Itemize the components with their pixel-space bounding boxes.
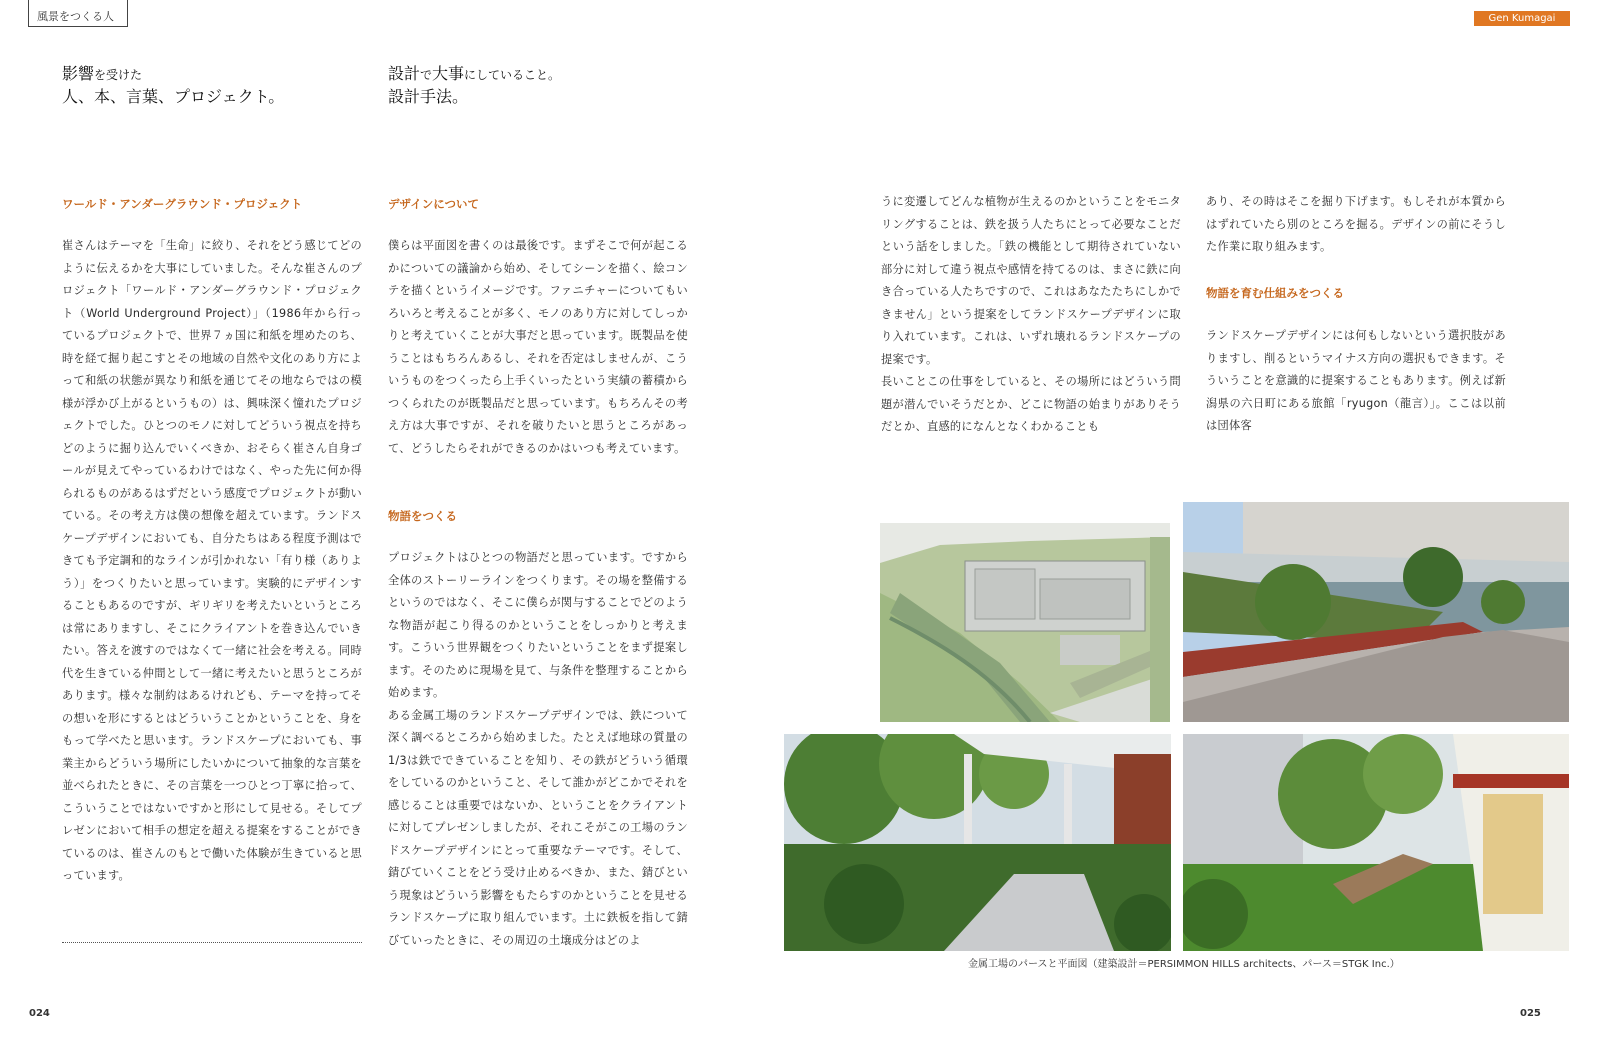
- section1-paragraph: 崔さんはテーマを「生命」に絞り、それをどう感じてどのように伝えるかを大事にしていました。そんな崔さんのプロジェクト「ワールド・アンダーグラウンド・プロジェクト（World Underground Project）」（1986年から行っているプロジェクトで、世界７ヵ国に和紙を埋めたのち、時を経て掘り起こすとその地域の自然や文化のあり方によって和紙の状態が異なり和紙を通じてその地ならではの模様が浮かび上がるというもの）は、興味深く憧れたプロジェクトでした。ひとつのモノに対してどういう視点を持ちどのように掘り込んでいくべきか、おそらく崔さん自身ゴールが見えてやっているわけではなく、やった先に何か得られるものがあるはずだという感度でプロジェクトが動いている。その考え方は僕の想像を超えています。ランドスケープデザインにおいても、自分たちはある程度予測はできても予定調和的なラインが引かれない「有り様（ありよう）」をつくりたいと思っています。実験的にデザインすることもあるのですが、ギリギリを考えたいというところは常にありますし、そこにクライアントを巻き込んでいきたい。答えを渡すのではなくて一緒に社会を考える。同時代を生きている仲間として一緒に考えたいと思うところがあります。様々な制約はあるけれども、テーマを持ってその想いを形にするとはどういうことかということを、身をもって学べたと思います。ランドスケープにおいても、事業主からどういう場所にしたいかについて抽象的な言葉を並べられたときに、その言葉を一つひとつ丁寧に拾って、こういうことではないですかと形にして見せる。そしてプレゼンにおいて相手の想定を超える提案をすることができているのは、崔さんのもとで働いた体験が生きていると思っています。: [62, 239, 362, 882]
- left-heading-l1b: を受けた: [94, 68, 143, 82]
- section2-paragraph: 僕らは平面図を書くのは最後です。まずそこで何が起こるかについての議論から始め、そしてシーンを描く、絵コンテを描くというイメージです。ファニチャーについてもいろいろと考えることが多く、モノのあり方に対してしっかりと考えていくことが大事だと思っています。既製品を使うことはもちろんあるし、それを否定はしませんが、こういうものをつくったら上手くいったという実績の蓄積からつくられたのが既製品だと思っています。もちろんその考え方は大事ですが、それを破りたいと思うところがあって、どうしたらそれができるのかはいつも考えています。: [388, 239, 688, 455]
- factory-exterior-rendering: [1183, 502, 1569, 722]
- section3-cont-paragraph-1: うに変遷してどんな植物が生えるのかということをモニタリングすることは、鉄を扱う人たちにとって必要なことだという話をしました。「鉄の機能として期待されていない部分に対して違う視点や感情を持てるのは、まさに鉄に向き合っている人たちですので、これはあなたたちにしかできません」という提案をしてランドスケープデザインに取り入れています。これは、いずれ壊れるランドスケープの提案です。: [881, 195, 1181, 366]
- right-heading-l1c: 大事: [432, 64, 465, 83]
- section4-body: [1206, 325, 1506, 440]
- left-heading-l1a: 影響: [62, 64, 95, 83]
- section3-cont2-paragraph: あり、その時はそこを掘り下げます。もしそれが本質からはずれていたら別のところを掘る。デザインの前にそうした作業に取り組みます。: [1206, 195, 1506, 253]
- right-heading-l1b: で: [420, 68, 433, 82]
- section2-body: [388, 235, 688, 483]
- garden-corridor-rendering: [1183, 734, 1569, 951]
- section3-title: 物語をつくる: [388, 509, 457, 523]
- column-end-rule: [62, 942, 362, 943]
- right-heading: [388, 63, 560, 108]
- right-heading-l1d: にしていること。: [464, 68, 561, 82]
- left-heading: [62, 63, 284, 108]
- walkway-rendering: [784, 734, 1171, 951]
- running-head: [28, 0, 128, 27]
- section4-title: 物語を育む仕組みをつくる: [1206, 286, 1344, 300]
- page-number-right: 025: [1520, 1008, 1541, 1019]
- right-heading-l1a: 設計: [388, 64, 421, 83]
- page-number-left: 024: [29, 1008, 50, 1019]
- author-tag: Gen Kumagai: [1474, 11, 1570, 26]
- photo-caption: 金属工場のパースと平面図（建築設計＝PERSIMMON HILLS architects、パース＝STGK Inc.）: [968, 959, 1400, 970]
- left-heading-l2: 人、本、言葉、プロジェクト。: [62, 87, 285, 106]
- section3-paragraph-2: ある金属工場のランドスケープデザインでは、鉄について深く調べるところから始めました。たとえば地球の質量の1/3は鉄でできていることを知り、その鉄がどういう循環をしているのかということ、そして誰かがどこかでそれを感じることは重要ではないか、ということをクライアントに対してプレゼンしましたが、それこそがこの工場のランドスケープデザインにとって重要なテーマです。そして、錆びていくことをどう受け止めるべきか、また、錆びという現象はどういう影響をもたらすのかということを見せるランドスケープに取り組んでいます。土に鉄板を指して錆びていったときに、その周辺の土壌成分はどのよ: [388, 708, 688, 947]
- section3-continued: [881, 191, 1181, 439]
- section3-paragraph-1: プロジェクトはひとつの物語だと思っています。ですから全体のストーリーラインをつくります。その場を整備するというのではなく、そこに僕らが関与することでどのような物語が起こり得るのかということをしっかりと考えます。こういう世界観をつくりたいということをまず提案します。そのために現場を見て、与条件を整理することから始めます。: [388, 551, 688, 699]
- section3-continued-2: [1206, 191, 1506, 263]
- section3-body: [388, 547, 688, 975]
- section1-title: ワールド・アンダーグラウンド・プロジェクト: [62, 197, 303, 211]
- section1-body: [62, 235, 362, 931]
- site-plan-image: [880, 523, 1170, 722]
- section2-title: デザインについて: [388, 197, 479, 211]
- section4-paragraph: ランドスケープデザインには何もしないという選択肢がありますし、削るというマイナス方向の選択もできます。そういうことを意識的に提案することもあります。例えば新潟県の六日町にある旅館「ryugon（龍言）」。ここは以前は団体客: [1206, 329, 1506, 432]
- section3-cont-paragraph-2: 長いことこの仕事をしていると、その場所にはどういう問題が潜んでいそうだとか、どこに物語の始まりがありそうだとか、直感的になんとなくわかることも: [881, 375, 1181, 433]
- running-head-text: 風景をつくる人: [37, 10, 114, 23]
- right-heading-l2: 設計手法。: [388, 87, 469, 106]
